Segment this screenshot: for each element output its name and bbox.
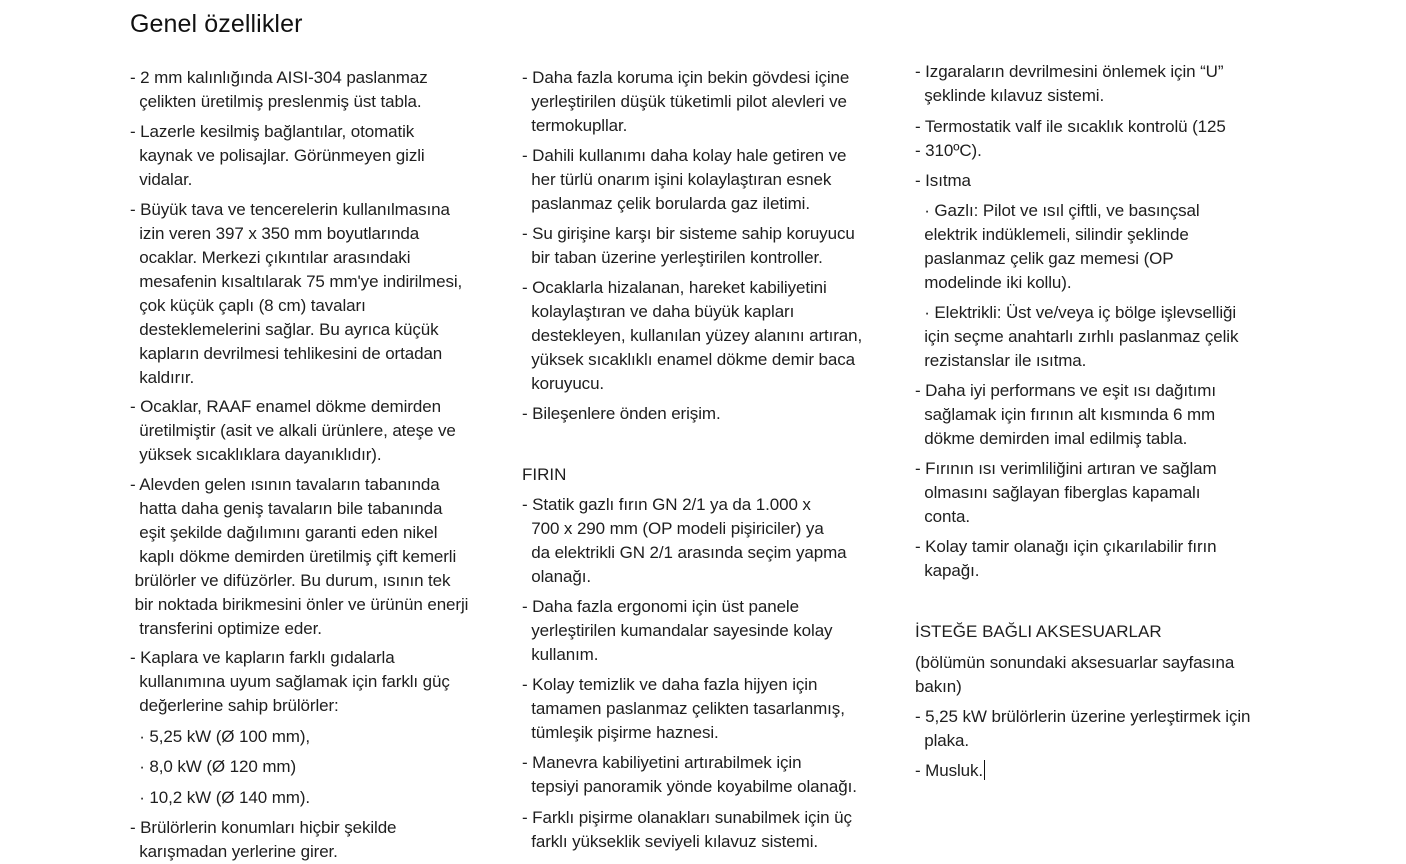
section-note: (bölümün sonundaki aksesuarlar sayfasına bakın) [915, 653, 1235, 696]
list-item: - Kolay tamir olanağı için çıkarılabilir fırın kapağı. [915, 537, 1217, 580]
list-item: - Kolay temizlik ve daha fazla hijyen için tamamen paslanmaz çelikten tasarlanmış, tümleşik pişirme haznesi. [522, 675, 845, 742]
list-item: - Dahili kullanımı daha kolay hale getiren ve her türlü onarım işini kolaylaştıran esnek paslanmaz çelik borularda gaz iletimi. [522, 146, 847, 213]
list-item-last[interactable] [915, 759, 1285, 783]
sub-list-item: · 10,2 kW (Ø 140 mm). [130, 788, 311, 807]
sub-list-item: · Gazlı: Pilot ve ısıl çiftli, ve basınçsal elektrik indüklemeli, silindir şeklinde paslanmaz çelik gaz memesi (OP modelinde iki kollu). [924, 201, 1200, 292]
list-item: - Farklı pişirme olanakları sunabilmek için üç farklı yükseklik seviyeli kılavuz sistemi. [522, 808, 852, 851]
list-item: - Manevra kabiliyetini artırabilmek için tepsiyi panoramik yönde koyabilme olanağı. [522, 753, 857, 796]
section-heading-optional-accessories: İSTEĞE BAĞLI AKSESUARLAR [915, 622, 1162, 641]
sub-list-item: · Elektrikli: Üst ve/veya iç bölge işlevselliği için seçme anahtarlı zırhlı paslanmaz çelik rezistanslar ile ısıtma. [924, 303, 1239, 370]
list-item: - Su girişine karşı bir sisteme sahip koruyucu bir taban üzerine yerleştirilen kontroller. [522, 224, 855, 267]
list-item: - Izgaraların devrilmesini önlemek için “U” şeklinde kılavuz sistemi. [915, 62, 1224, 105]
sub-list-item: · 5,25 kW (Ø 100 mm), [130, 727, 311, 746]
list-item: - Bileşenlere önden erişim. [522, 404, 721, 423]
list-item: - Kaplara ve kapların farklı gıdalarla kullanımına uyum sağlamak için farklı güç değerlerine sahip brülörler: [130, 648, 450, 715]
list-item: - Fırının ısı verimliliğini artıran ve sağlam olmasını sağlayan fiberglas kapamalı conta. [915, 459, 1217, 526]
list-item: - Brülörlerin konumları hiçbir şekilde karışmadan yerlerine girer. [130, 818, 397, 861]
list-item: - 5,25 kW brülörlerin üzerine yerleştirmek için plaka. [915, 707, 1251, 750]
list-item: - Termostatik valf ile sıcaklık kontrolü (125 - 310ºC). [915, 117, 1226, 160]
list-item: - 2 mm kalınlığında AISI-304 paslanmaz çelikten üretilmiş preslenmiş üst tabla. [130, 68, 428, 111]
list-item: - Büyük tava ve tencerelerin kullanılmasına izin veren 397 x 350 mm boyutlarında ocaklar. Merkezi çıkıntılar arasındaki mesafenin kısaltılarak 75 mm'ye indirilmesi, çok küçük çaplı (8 cm) tavaları desteklemelerini sağlar. Bu ayrıca küçük kapların devrilmesi tehlikesini de ortadan kaldırır. [130, 200, 463, 387]
list-item: - Isıtma [915, 171, 971, 190]
list-item: - Ocaklarla hizalanan, hareket kabiliyetini kolaylaştıran ve daha büyük kapları destekleyen, kullanılan yüzey alanını artıran, yüksek sıcaklıklı enamel dökme demir baca koruyucu. [522, 278, 863, 393]
list-item: - Daha fazla ergonomi için üst panele yerleştirilen kumandalar sayesinde kolay kullanım. [522, 597, 833, 664]
page-title: Genel özellikler [130, 10, 303, 38]
list-item: - Daha fazla koruma için bekin gövdesi içine yerleştirilen düşük tüketimli pilot alevleri ve termokupllar. [522, 68, 850, 135]
list-item: - Ocaklar, RAAF enamel dökme demirden üretilmiştir (asit ve alkali ürünlere, ateşe ve yüksek sıcaklıklara dayanıklıdır). [130, 397, 456, 464]
list-item: - Lazerle kesilmiş bağlantılar, otomatik kaynak ve polisajlar. Görünmeyen gizli vidalar. [130, 122, 425, 189]
text-cursor [984, 760, 985, 780]
section-heading-oven: FIRIN [522, 465, 567, 484]
list-item: - Statik gazlı fırın GN 2/1 ya da 1.000 x 700 x 290 mm (OP modeli pişiriciler) ya da elektrikli GN 2/1 arasında seçim yapma olanağı. [522, 495, 847, 586]
list-item: - Daha iyi performans ve eşit ısı dağıtımı sağlamak için fırının alt kısmında 6 mm dökme demirden imal edilmiş tabla. [915, 381, 1216, 448]
sub-list-item: · 8,0 kW (Ø 120 mm) [130, 757, 297, 776]
list-item-text: - Musluk. [915, 761, 984, 780]
list-item: - Alevden gelen ısının tavaların tabanında hatta daha geniş tavaların bile tabanında eşit şekilde dağılımını garanti eden nikel kaplı dökme demirden üretilmiş çift kemerli brülörler ve difüzörler. Bu durum, ısının tek bir noktada birikmesini önler ve ürünün enerji transferini optimize eder. [130, 475, 469, 638]
